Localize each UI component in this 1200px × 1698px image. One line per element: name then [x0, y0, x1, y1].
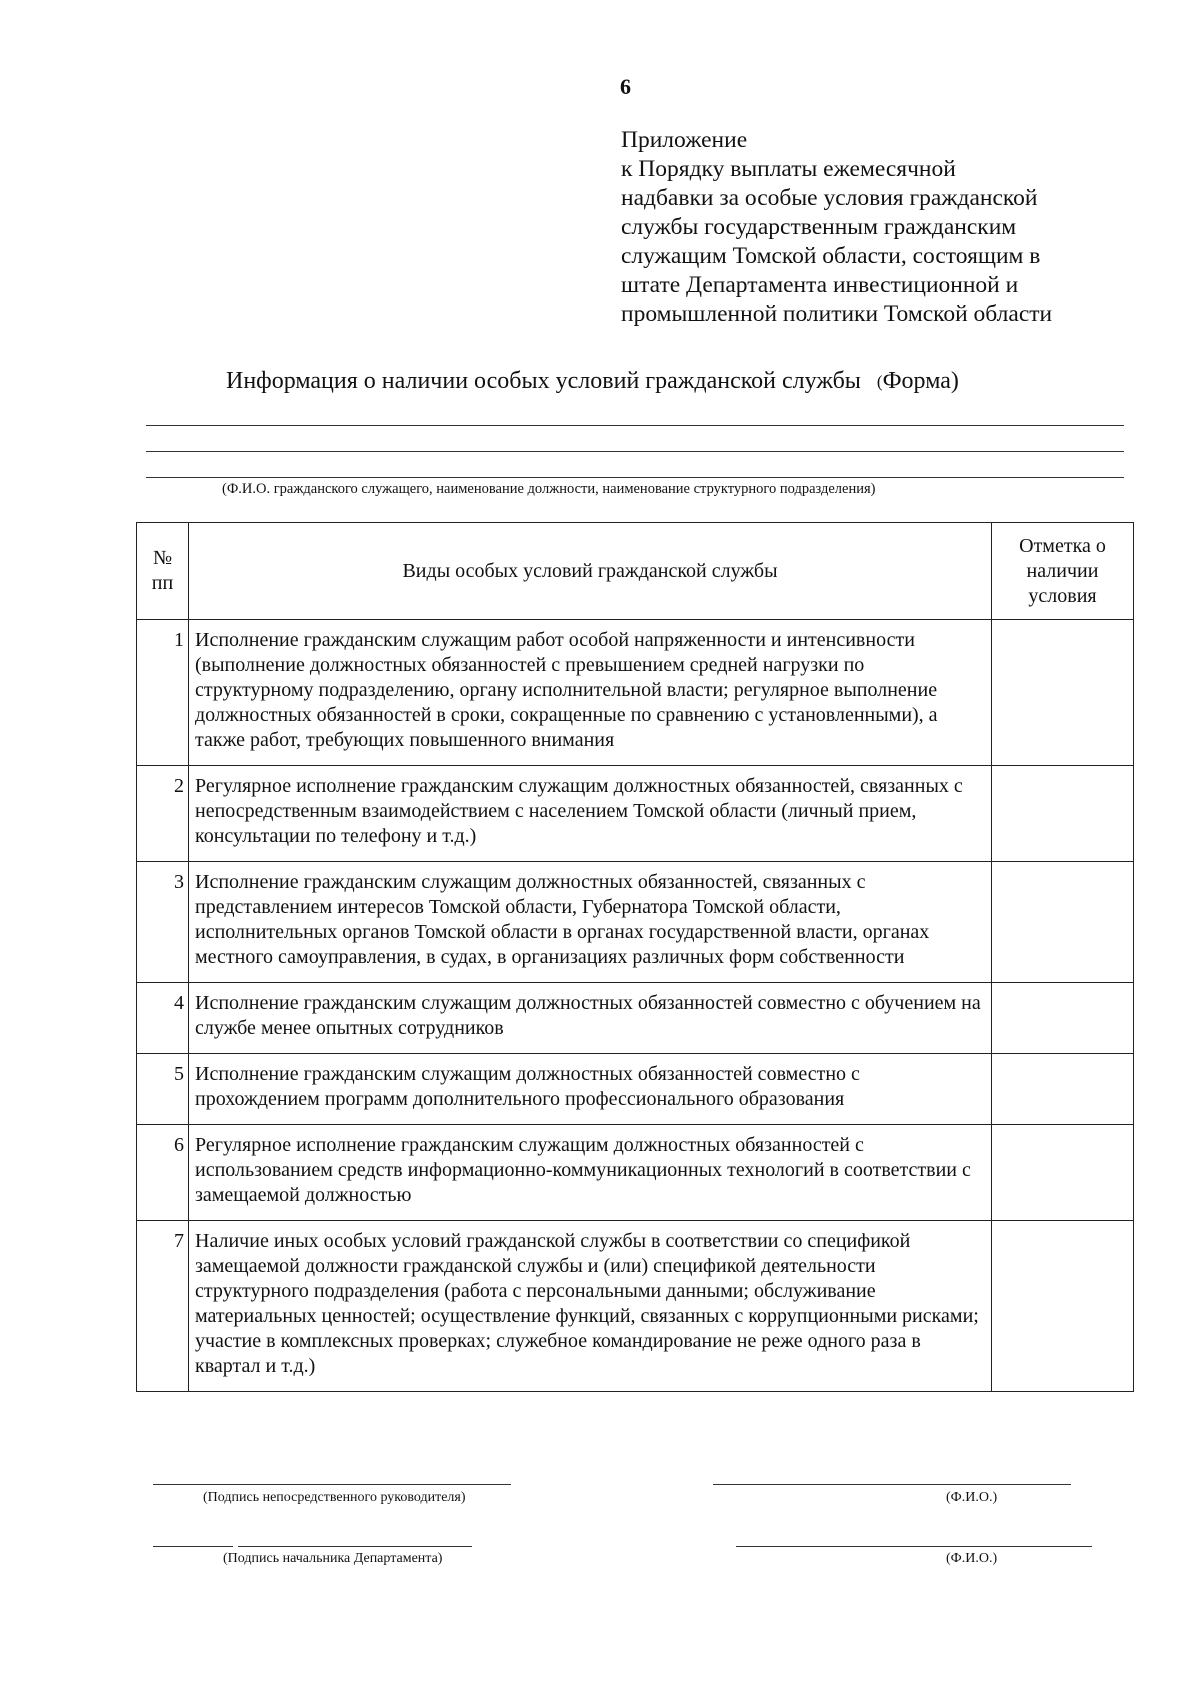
form-title-text: Информация о наличии особых условий гражданской службы: [226, 368, 861, 394]
form-label: Форма): [882, 368, 959, 394]
row-mark-cell[interactable]: [992, 1221, 1134, 1392]
form-mark: (: [876, 372, 883, 391]
employee-line-3[interactable]: [146, 477, 1124, 478]
head-name-label: (Ф.И.О.): [946, 1551, 998, 1566]
row-description: Исполнение гражданским служащим работ особой напряженности и интенсивности (выполнение должностных обязанностей с превышением средней нагрузки по структурному подразделению, органу исполнительной власти; регулярное выполнение должностных обязанностей в сроки, сокращенные по сравнению с установленными), а также работ, требующих повышенного внимания: [189, 620, 992, 766]
row-mark-cell[interactable]: [992, 766, 1134, 862]
manager-signature-label: (Подпись непосредственного руководителя): [203, 1490, 466, 1505]
appendix-line: промышленной политики Томской области: [621, 301, 1053, 327]
header-mark: [992, 523, 1134, 620]
row-mark-cell[interactable]: [992, 862, 1134, 983]
manager-signature-line[interactable]: [153, 1484, 511, 1485]
table-row: [137, 862, 1134, 983]
employee-line-1[interactable]: [146, 425, 1124, 426]
appendix-line: служащим Томской области, состоящим в: [621, 243, 1041, 269]
header-mark-line: условия: [1028, 584, 1097, 607]
header-type: Виды особых условий гражданской службы: [189, 523, 992, 620]
manager-name-line[interactable]: [713, 1484, 1071, 1485]
row-mark-cell[interactable]: [992, 983, 1134, 1054]
row-mark-cell[interactable]: [992, 620, 1134, 766]
manager-name-label: (Ф.И.О.): [946, 1490, 998, 1505]
head-signature-line-short[interactable]: [153, 1546, 233, 1547]
appendix-line: Приложение: [621, 127, 748, 153]
head-signature-line[interactable]: [238, 1546, 472, 1547]
header-mark-line: Отметка о: [1019, 534, 1106, 557]
table-row: [137, 983, 1134, 1054]
row-description: Регулярное исполнение гражданским служащим должностных обязанностей, связанных с непосредственным взаимодействием с населением Томской области (личный прием, консультации по телефону и т.д.): [189, 766, 992, 862]
row-mark-cell[interactable]: [992, 1125, 1134, 1221]
table-row: [137, 1221, 1134, 1392]
table-header-row: [137, 523, 1134, 620]
appendix-line: службы государственным гражданским: [621, 214, 1017, 240]
table-row: [137, 1125, 1134, 1221]
head-signature-label: (Подпись начальника Департамента): [223, 1551, 443, 1566]
appendix-line: к Порядку выплаты ежемесячной: [621, 156, 956, 182]
row-description: Исполнение гражданским служащим должностных обязанностей совместно с прохождением программ дополнительного профессионального образования: [189, 1054, 992, 1125]
row-description: Исполнение гражданским служащим должностных обязанностей совместно с обучением на службе менее опытных сотрудников: [189, 983, 992, 1054]
row-number: 4: [137, 983, 189, 1054]
row-number: 7: [137, 1221, 189, 1392]
table-row: [137, 766, 1134, 862]
header-num-line: №: [152, 547, 173, 569]
appendix-line: надбавки за особые условия гражданской: [621, 185, 1038, 211]
head-name-line[interactable]: [736, 1546, 1092, 1547]
row-number: 2: [137, 766, 189, 862]
form-title: [226, 368, 959, 395]
appendix-line: штате Департамента инвестиционной и: [621, 272, 1019, 298]
header-num-line: пп: [151, 572, 174, 594]
row-description: Наличие иных особых условий гражданской службы в соответствии со спецификой замещаемой должности гражданской службы и (или) спецификой деятельности структурного подразделения (работа с персональными данными; обслуживание материальных ценностей; осуществление функций, связанных с коррупционными рисками; участие в комплексных проверках; служебное командирование не реже одного раза в квартал и т.д.): [189, 1221, 992, 1392]
conditions-table: [136, 522, 1134, 1392]
row-description: Регулярное исполнение гражданским служащим должностных обязанностей с использованием средств информационно-коммуникационных технологий в соответствии с замещаемой должностью: [189, 1125, 992, 1221]
row-mark-cell[interactable]: [992, 1054, 1134, 1125]
row-number: 5: [137, 1054, 189, 1125]
row-description: Исполнение гражданским служащим должностных обязанностей, связанных с представлением интересов Томской области, Губернатора Томской области, исполнительных органов Томской области в органах государственной власти, органах местного самоуправления, в судах, в организациях различных форм собственности: [189, 862, 992, 983]
row-number: 6: [137, 1125, 189, 1221]
employee-line-2[interactable]: [146, 451, 1124, 452]
employee-caption: (Ф.И.О. гражданского служащего, наименование должности, наименование структурного подразделения): [222, 481, 876, 497]
table-row: [137, 1054, 1134, 1125]
appendix-block: [621, 126, 1141, 329]
row-number: 3: [137, 862, 189, 983]
header-num: [137, 523, 189, 620]
header-mark-line: наличии: [1026, 559, 1099, 582]
table-row: [137, 620, 1134, 766]
row-number: 1: [137, 620, 189, 766]
page-number: 6: [620, 74, 631, 99]
